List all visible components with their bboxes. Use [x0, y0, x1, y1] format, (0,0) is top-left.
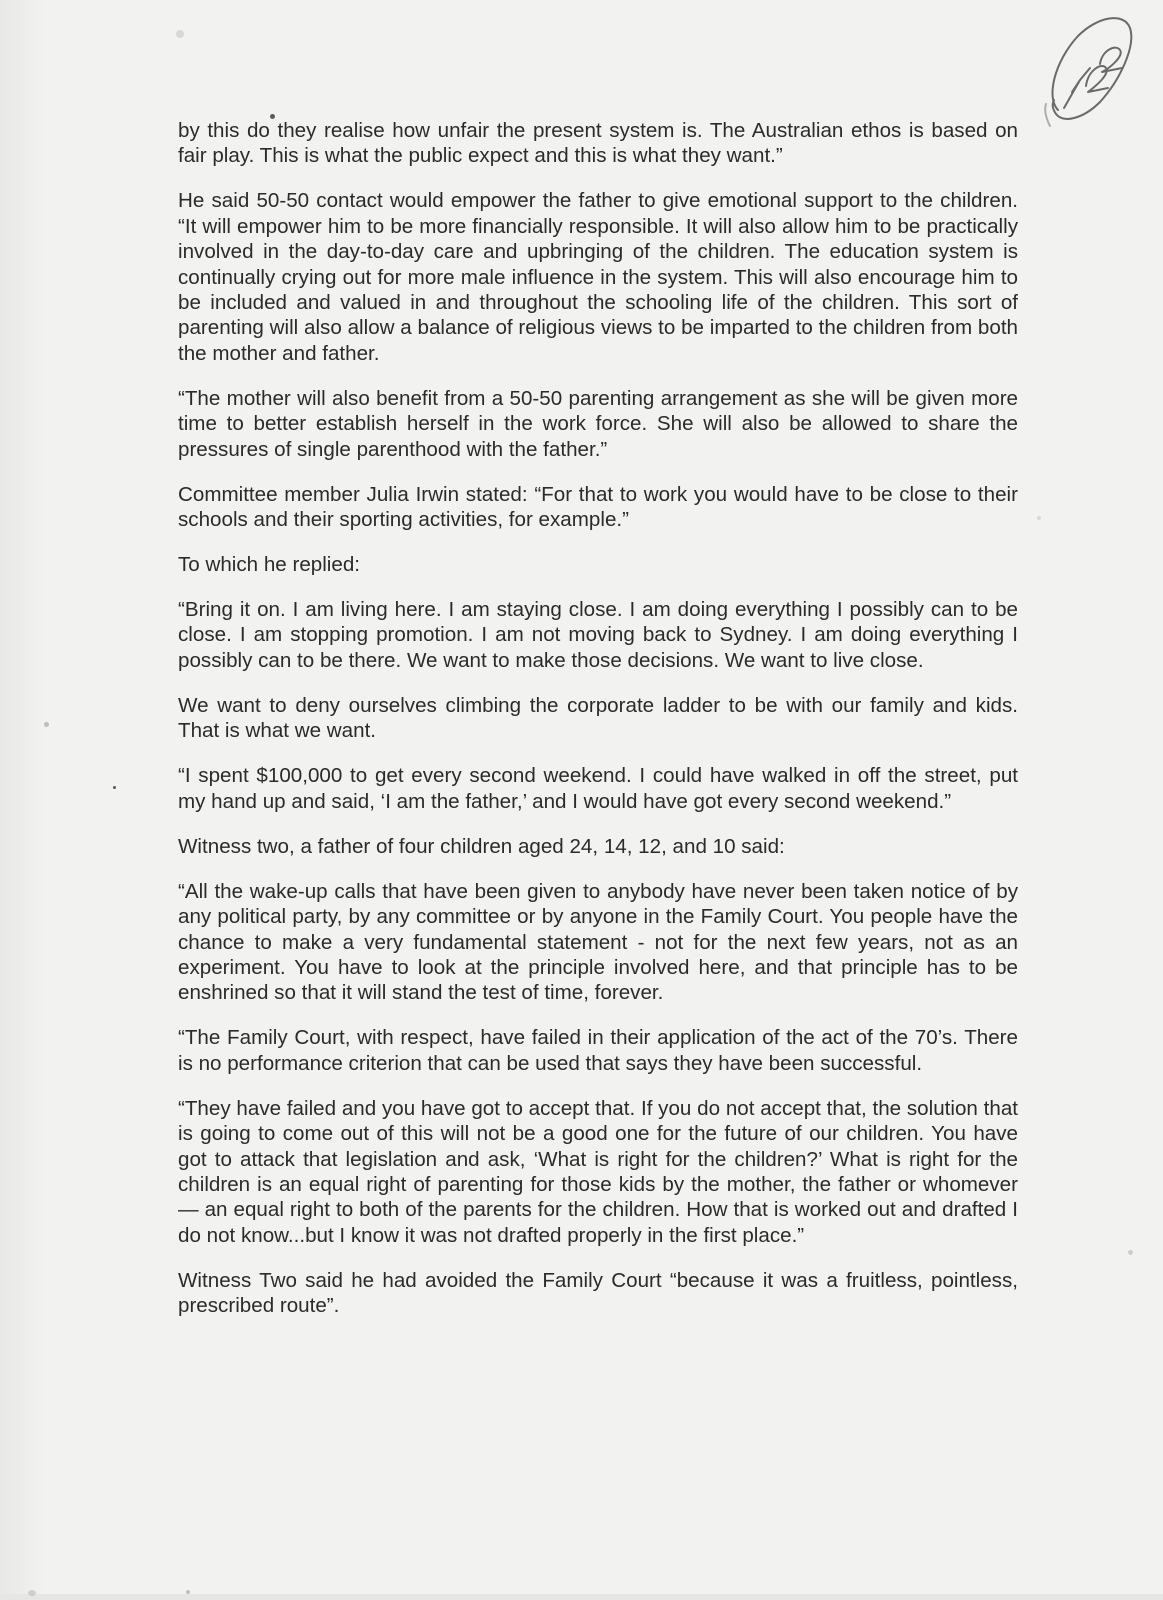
paragraph: To which he replied: [178, 553, 361, 577]
document-body [178, 118, 1018, 1338]
paragraph: Committee member Julia Irwin stated: “For that to work you would have to be close to their schools and their sporting activities, for example.” [178, 482, 1018, 532]
scan-speck [28, 1590, 36, 1596]
scan-edge-bottom [0, 1594, 1163, 1600]
paragraph: by this do they realise how unfair the present system is. The Australian ethos is based on fair play. This is what the public expect and this is what they want.” [178, 119, 1018, 168]
paragraph: “Bring it on. I am living here. I am staying close. I am doing everything I possibly can to be close. I am stopping promotion. I am not moving back to Sydney. I am doing everything I possibly can to be there. We want to make those decisions. We want to live close. [178, 598, 1018, 672]
paragraph: We want to deny ourselves climbing the corporate ladder to be with our family and kids. That is what we want. [178, 693, 1018, 743]
paragraph: “I spent $100,000 to get every second weekend. I could have walked in off the street, put my hand up and said, ‘I am the father,’ and I would have got every second weekend.” [178, 764, 1018, 813]
scan-speck [176, 30, 184, 38]
scan-speck [1128, 1250, 1133, 1255]
paragraph: “The Family Court, with respect, have failed in their application of the act of the 70’s. There is no performance criterion that can be used that says they have been successful. [178, 1026, 1018, 1075]
scan-speck [1037, 516, 1041, 520]
paragraph: Witness Two said he had avoided the Family Court “because it was a fruitless, pointless, prescribed route”. [178, 1268, 1018, 1318]
scan-speck [44, 722, 49, 727]
paragraph: “All the wake-up calls that have been given to anybody have never been taken notice of by any political party, by any committee or by anyone in the Family Court. You people have the chance to make a very fundamental statement - not for the next few years, not as an experiment. You have to look at the principle involved here, and that principle has to be enshrined so that it will stand the test of time, forever. [178, 879, 1018, 1005]
handwritten-page-number [1040, 10, 1140, 128]
paragraph: “The mother will also benefit from a 50-50 parenting arrangement as she will be given more time to better establish herself in the work force. She will also be allowed to share the pressures of single parenthood with the father.” [178, 386, 1018, 461]
paragraph: Witness two, a father of four children aged 24, 14, 12, and 10 said: [178, 834, 785, 858]
scan-edge-shadow [0, 0, 46, 1600]
scan-speck [186, 1590, 190, 1594]
scan-speck [113, 786, 116, 789]
paragraph: “They have failed and you have got to accept that. If you do not accept that, the solution that is going to come out of this will not be a good one for the future of our children. You have got to attack that legislation and ask, ‘What is right for the children?’ What is right for the children is an equal right of parenting for those kids by the mother, the father or whomever — an equal right to both of the parents for the children. How that is worked out and drafted I do not know...but I know it was not drafted properly in the first place.” [178, 1096, 1018, 1247]
paragraph: He said 50-50 contact would empower the father to give emotional support to the children. “It will empower him to be more financially responsible. It will also allow him to be practically involved in the day-to-day care and upbringing of the children. The education system is continually crying out for more male influence in the system. This will also encourage him to be included and valued in and throughout the schooling life of the children. This sort of parenting will also allow a balance of religious views to be imparted to the children from both the mother and father. [178, 189, 1018, 365]
